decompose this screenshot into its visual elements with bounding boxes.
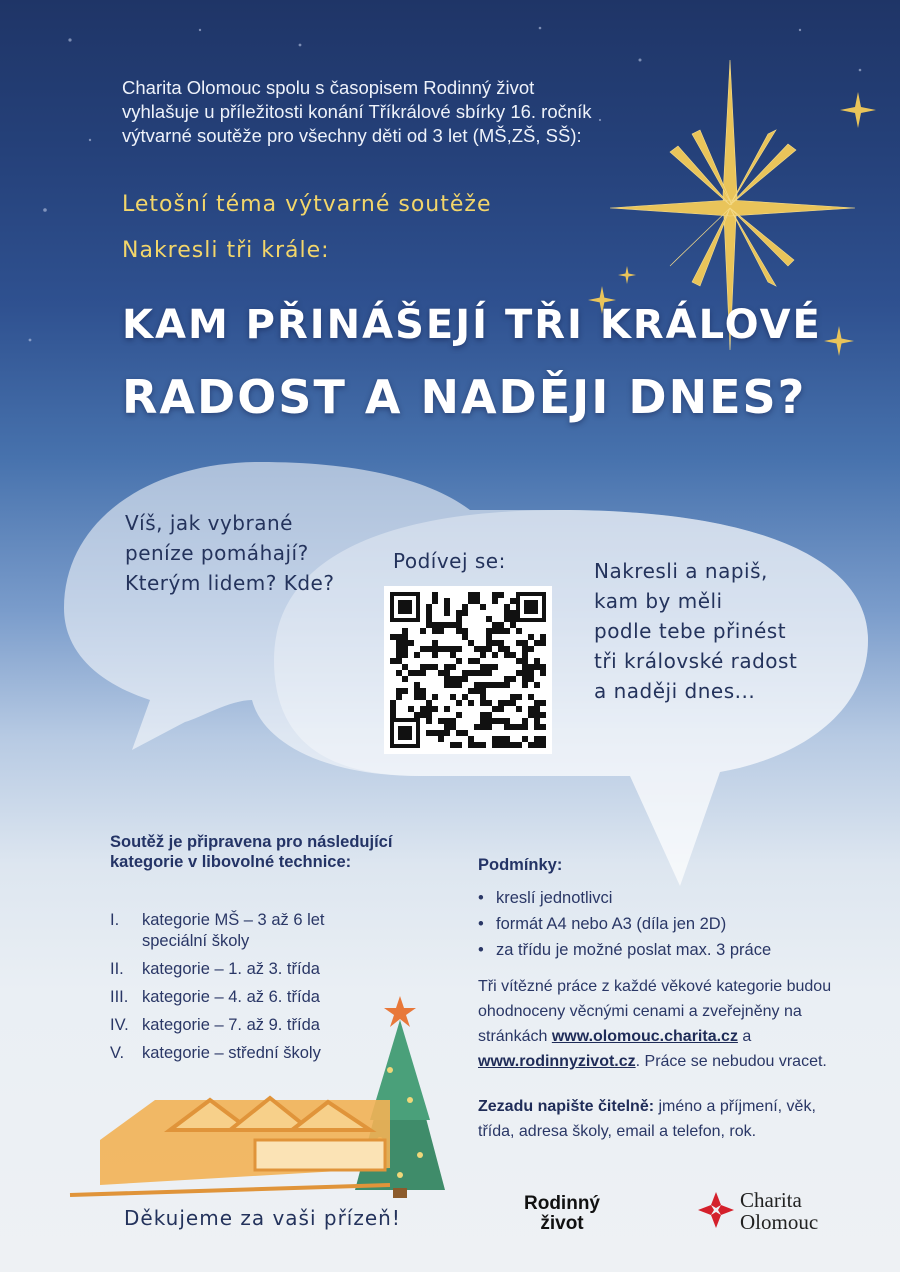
- bubble-right-text: Nakresli a napiš, kam by měli podle tebe přinést tři královské radost a naději dnes...: [594, 559, 798, 703]
- sparkle-icon: [840, 92, 876, 128]
- intro-text: Charita Olomouc spolu s časopisem Rodinný život vyhlašuje u příležitosti konání Tříkrálové sbírky 16. ročník výtvarné soutěže pro všechny děti od 3 let (MŠ,ZŠ, SŠ):: [122, 77, 592, 146]
- category-item: III. kategorie – 4. až 6. třída: [110, 988, 320, 1006]
- thanks-text: Děkujeme za vaši přízeň!: [124, 1206, 401, 1230]
- village-illustration: [60, 990, 460, 1200]
- headline-line-1: KAM PŘINÁŠEJÍ TŘI KRÁLOVÉ: [122, 302, 822, 348]
- charita-cross-icon: [696, 1190, 736, 1230]
- theme-subtitle: Nakresli tři krále:: [122, 238, 330, 263]
- logo-charita-olomouc: Charita Olomouc: [740, 1188, 819, 1234]
- condition-item: • formát A4 nebo A3 (díla jen 2D): [478, 915, 727, 933]
- category-item: IV. kategorie – 7. až 9. třída: [110, 1016, 320, 1034]
- condition-item: • kreslí jednotlivci: [478, 889, 613, 907]
- link-rodinny-zivot[interactable]: www.rodinnyzivot.cz: [478, 1053, 636, 1070]
- link-charita[interactable]: www.olomouc.charita.cz: [551, 1028, 738, 1045]
- logo-rodinny-zivot: Rodinný život: [524, 1193, 600, 1234]
- qr-label: Podívej se:: [393, 549, 506, 573]
- category-item: II. kategorie – 1. až 3. třída: [110, 960, 320, 978]
- category-item: I. kategorie MŠ – 3 až 6 let speciální školy: [110, 911, 325, 950]
- sparkle-icon: [618, 266, 636, 284]
- conditions-title: Podmínky:: [478, 856, 563, 874]
- category-item: V. kategorie – střední školy: [110, 1044, 321, 1062]
- conditions-list: [478, 888, 771, 966]
- sparkle-icon: [824, 326, 854, 356]
- houses-icon: [70, 1098, 390, 1195]
- bubble-left-text: Víš, jak vybrané peníze pomáhají? Kterým lidem? Kde?: [125, 511, 335, 595]
- qr-code-icon: [384, 586, 552, 754]
- qr-code[interactable]: [384, 586, 552, 754]
- theme-label: Letošní téma výtvarné soutěže: [122, 192, 492, 217]
- categories-title: Soutěž je připravena pro následující kategorie v libovolné technice:: [110, 833, 393, 871]
- headline-line-2: RADOST A NADĚJI DNES?: [122, 370, 807, 424]
- condition-item: • za třídu je možné poslat max. 3 práce: [478, 941, 772, 959]
- prizes-paragraph: Tři vítězné práce z každé věkové kategorie budou ohodnoceny věcnými cenami a zveřejněny na stránkách www.olomouc.charita.cz a www.rodinnyzivot.cz. Práce se nebudou vracet.: [478, 978, 832, 1070]
- back-instructions: Zezadu napište čitelně: jméno a příjmení, věk, třída, adresa školy, email a telefon, rok.: [478, 1098, 816, 1140]
